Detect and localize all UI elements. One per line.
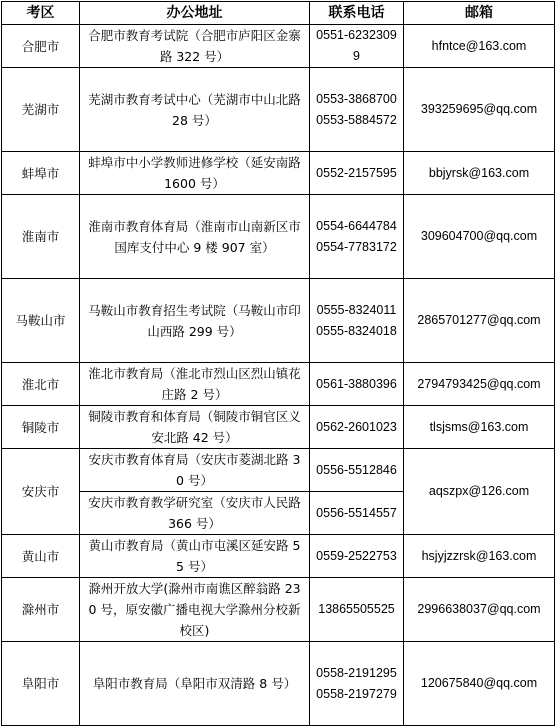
table-row (2, 406, 555, 449)
contact-table (1, 1, 555, 726)
email-cell: 2865701277@qq.com (404, 279, 555, 363)
region-cell: 铜陵市 (2, 406, 80, 449)
phone-number: 0553-3868700 (316, 91, 397, 106)
phone-number: 0555-8324011 (316, 302, 397, 317)
address-cell: 合肥市教育考试院（合肥市庐阳区金寨路 322 号） (80, 25, 310, 68)
phone-cell (310, 578, 404, 642)
email-cell: 2794793425@qq.com (404, 363, 555, 406)
header-phone: 联系电话 (310, 2, 404, 25)
phone-cell (310, 642, 404, 726)
table-row (2, 363, 555, 406)
email-cell: hsjyjzzrsk@163.com (404, 535, 555, 578)
region-cell: 淮北市 (2, 363, 80, 406)
email-cell: 393259695@qq.com (404, 68, 555, 152)
region-cell: 阜阳市 (2, 642, 80, 726)
header-region: 考区 (2, 2, 80, 25)
phone-cell (310, 363, 404, 406)
email-cell: 2996638037@qq.com (404, 578, 555, 642)
phone-cell (310, 68, 404, 152)
table-row (2, 25, 555, 68)
table-row (2, 578, 555, 642)
email-cell: bbjyrsk@163.com (404, 152, 555, 195)
phone-number: 0554-6644784 (316, 218, 397, 233)
region-cell: 蚌埠市 (2, 152, 80, 195)
email-cell: aqszpx@126.com (404, 449, 555, 535)
region-cell: 芜湖市 (2, 68, 80, 152)
region-cell: 滁州市 (2, 578, 80, 642)
region-cell: 黄山市 (2, 535, 80, 578)
header-email: 邮箱 (404, 2, 555, 25)
table-body (2, 25, 555, 726)
phone-number: 0554-7783172 (316, 239, 397, 254)
phone-cell (310, 492, 404, 535)
phone-number: 0551-62323099 (316, 28, 397, 63)
phone-number: 0556-5514557 (316, 505, 397, 520)
phone-number: 0553-5884572 (316, 112, 397, 127)
phone-number: 0562-2601023 (316, 419, 397, 434)
phone-number: 0558-2191295 (316, 665, 397, 680)
table-row (2, 279, 555, 363)
region-cell: 马鞍山市 (2, 279, 80, 363)
address-cell: 安庆市教育体育局（安庆市菱湖北路 30 号） (80, 449, 310, 492)
region-cell: 合肥市 (2, 25, 80, 68)
address-cell: 滁州开放大学(滁州市南谯区醉翁路 230 号，原安徽广播电视大学滁州分校新校区) (80, 578, 310, 642)
address-cell: 安庆市教育教学研究室（安庆市人民路 366 号） (80, 492, 310, 535)
phone-number: 0558-2197279 (316, 686, 397, 701)
phone-cell (310, 535, 404, 578)
table-row (2, 535, 555, 578)
phone-number: 0555-8324018 (316, 323, 397, 338)
table-row (2, 195, 555, 279)
header-address: 办公地址 (80, 2, 310, 25)
phone-number: 0561-3880396 (316, 376, 397, 391)
table-row (2, 449, 555, 492)
table-row (2, 152, 555, 195)
phone-cell (310, 195, 404, 279)
email-cell: 309604700@qq.com (404, 195, 555, 279)
phone-number: 0559-2522753 (316, 548, 397, 563)
phone-number: 0556-5512846 (316, 462, 397, 477)
table-row (2, 642, 555, 726)
address-cell: 蚌埠市中小学教师进修学校（延安南路 1600 号） (80, 152, 310, 195)
address-cell: 芜湖市教育考试中心（芜湖市中山北路 28 号） (80, 68, 310, 152)
address-cell: 淮北市教育局（淮北市烈山区烈山镇花庄路 2 号） (80, 363, 310, 406)
phone-cell (310, 279, 404, 363)
phone-number: 13865505525 (318, 602, 395, 616)
header-row (2, 2, 555, 25)
region-cell: 淮南市 (2, 195, 80, 279)
address-cell: 黄山市教育局（黄山市屯溪区延安路 55 号） (80, 535, 310, 578)
address-cell: 铜陵市教育和体育局（铜陵市铜官区义安北路 42 号） (80, 406, 310, 449)
address-cell: 阜阳市教育局（阜阳市双清路 8 号） (80, 642, 310, 726)
phone-cell (310, 25, 404, 68)
phone-cell (310, 406, 404, 449)
address-cell: 马鞍山市教育招生考试院（马鞍山市印山西路 299 号） (80, 279, 310, 363)
phone-cell (310, 152, 404, 195)
email-cell: hfntce@163.com (404, 25, 555, 68)
phone-cell (310, 449, 404, 492)
address-cell: 淮南市教育体育局（淮南市山南新区市国库支付中心 9 楼 907 室） (80, 195, 310, 279)
email-cell: tlsjsms@163.com (404, 406, 555, 449)
email-cell: 120675840@qq.com (404, 642, 555, 726)
table-row (2, 68, 555, 152)
phone-number: 0552-2157595 (316, 165, 397, 180)
region-cell: 安庆市 (2, 449, 80, 535)
